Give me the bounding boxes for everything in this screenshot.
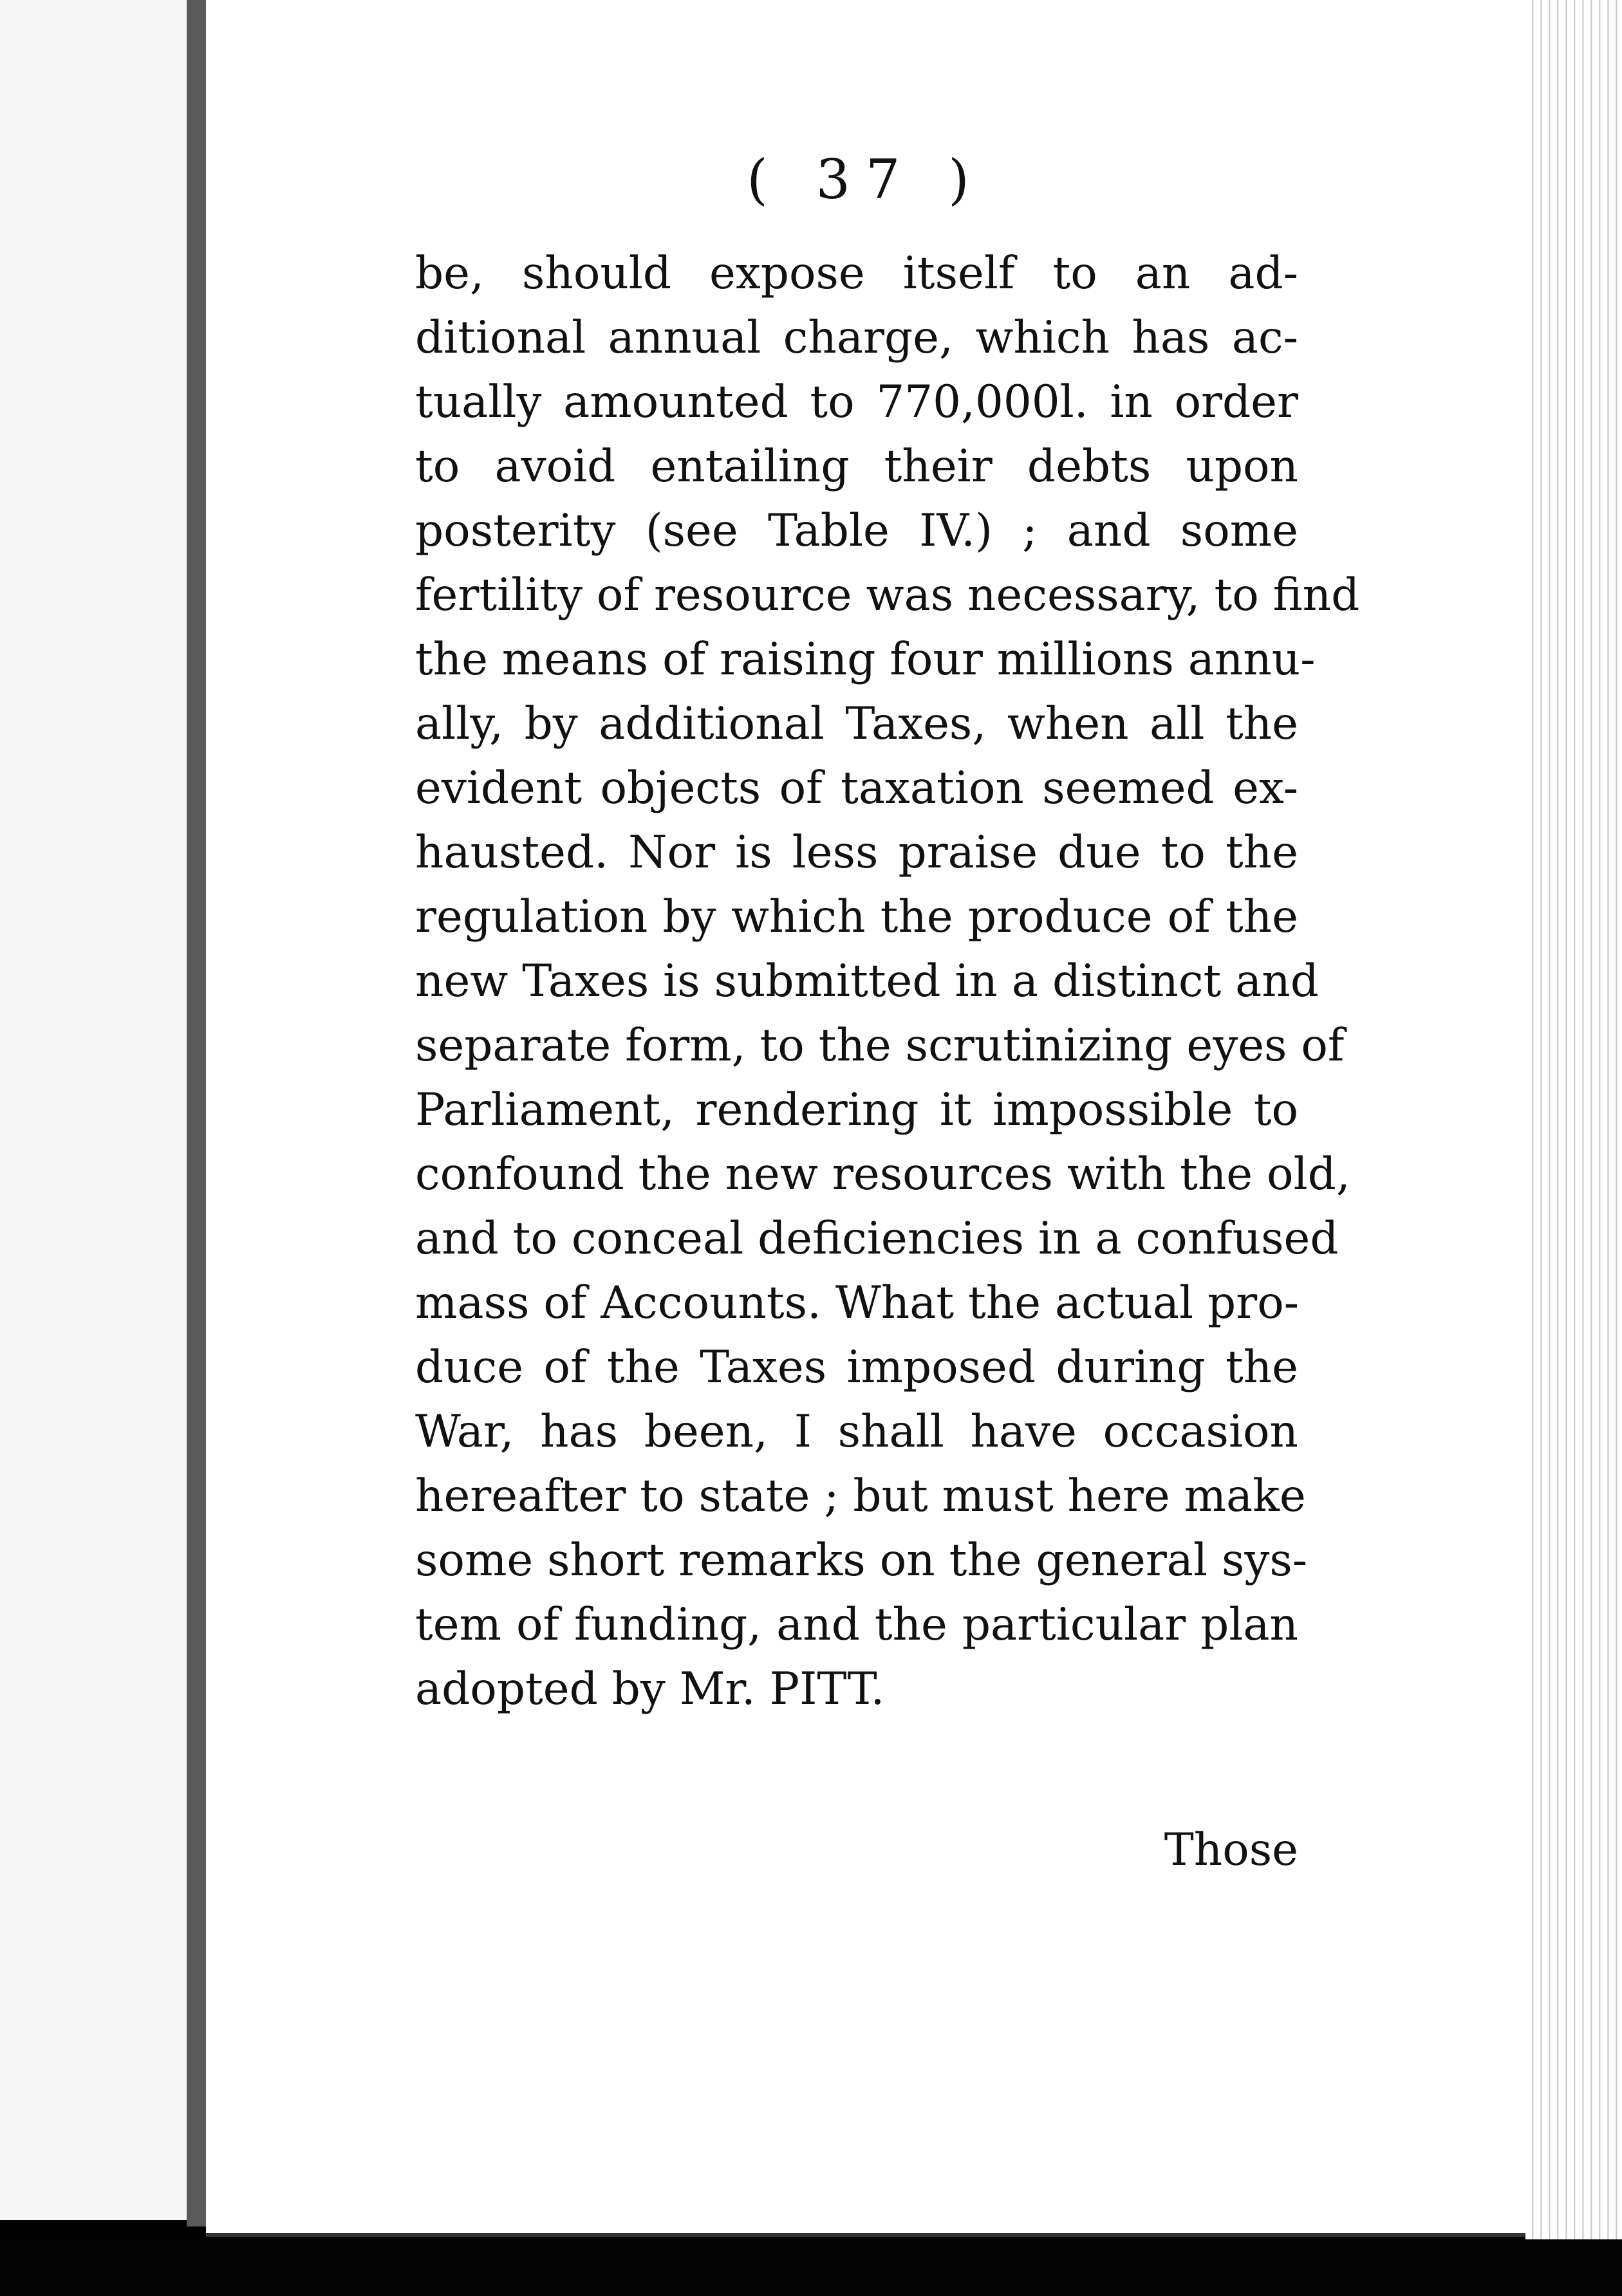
text-line: hereafter to state ; but must here make <box>415 1470 1306 1522</box>
text-line: regulation by which the produce of the <box>415 891 1298 943</box>
text-line: tually amounted to 770,000l. in order <box>415 376 1298 428</box>
facing-page-edge <box>0 0 188 2220</box>
scan-background <box>0 2239 1622 2296</box>
text-line: to avoid entailing their debts upon <box>415 441 1298 492</box>
text-line: be, should expose itself to an ad- <box>415 248 1298 299</box>
body-text <box>415 241 1360 1721</box>
text-line: hausted. Nor is less praise due to the <box>415 827 1298 878</box>
book-gutter <box>187 0 206 2227</box>
text-line: mass of Accounts. What the actual pro- <box>415 1277 1300 1329</box>
text-line: new Taxes is submitted in a distinct and <box>415 956 1319 1007</box>
text-line: ditional annual charge, which has ac- <box>415 312 1298 364</box>
text-line: evident objects of taxation seemed ex- <box>415 763 1298 814</box>
text-line: tem of funding, and the particular plan <box>415 1599 1298 1651</box>
text-line: some short remarks on the general sys- <box>415 1535 1308 1586</box>
text-line: posterity (see Table IV.) ; and some <box>415 505 1298 557</box>
text-line: separate form, to the scrutinizing eyes of <box>415 1020 1345 1071</box>
text-line: and to conceal deficiencies in a confused <box>415 1213 1339 1264</box>
text-line: the means of raising four millions annu- <box>415 634 1316 685</box>
text-line: ally, by additional Taxes, when all the <box>415 698 1298 750</box>
catchword: Those <box>1164 1824 1298 1876</box>
page-number: ( 37 ) <box>747 148 985 211</box>
text-line: fertility of resource was necessary, to find <box>415 569 1360 621</box>
text-line: duce of the Taxes imposed during the <box>415 1342 1298 1393</box>
text-line: adopted by Mr. PITT. <box>415 1663 885 1715</box>
text-line: confound the new resources with the old, <box>415 1149 1350 1200</box>
text-line: Parliament, rendering it impossible to <box>415 1084 1298 1136</box>
text-line: War, has been, I shall have occasion <box>415 1406 1298 1458</box>
page-stack-edges <box>1525 0 1622 2239</box>
